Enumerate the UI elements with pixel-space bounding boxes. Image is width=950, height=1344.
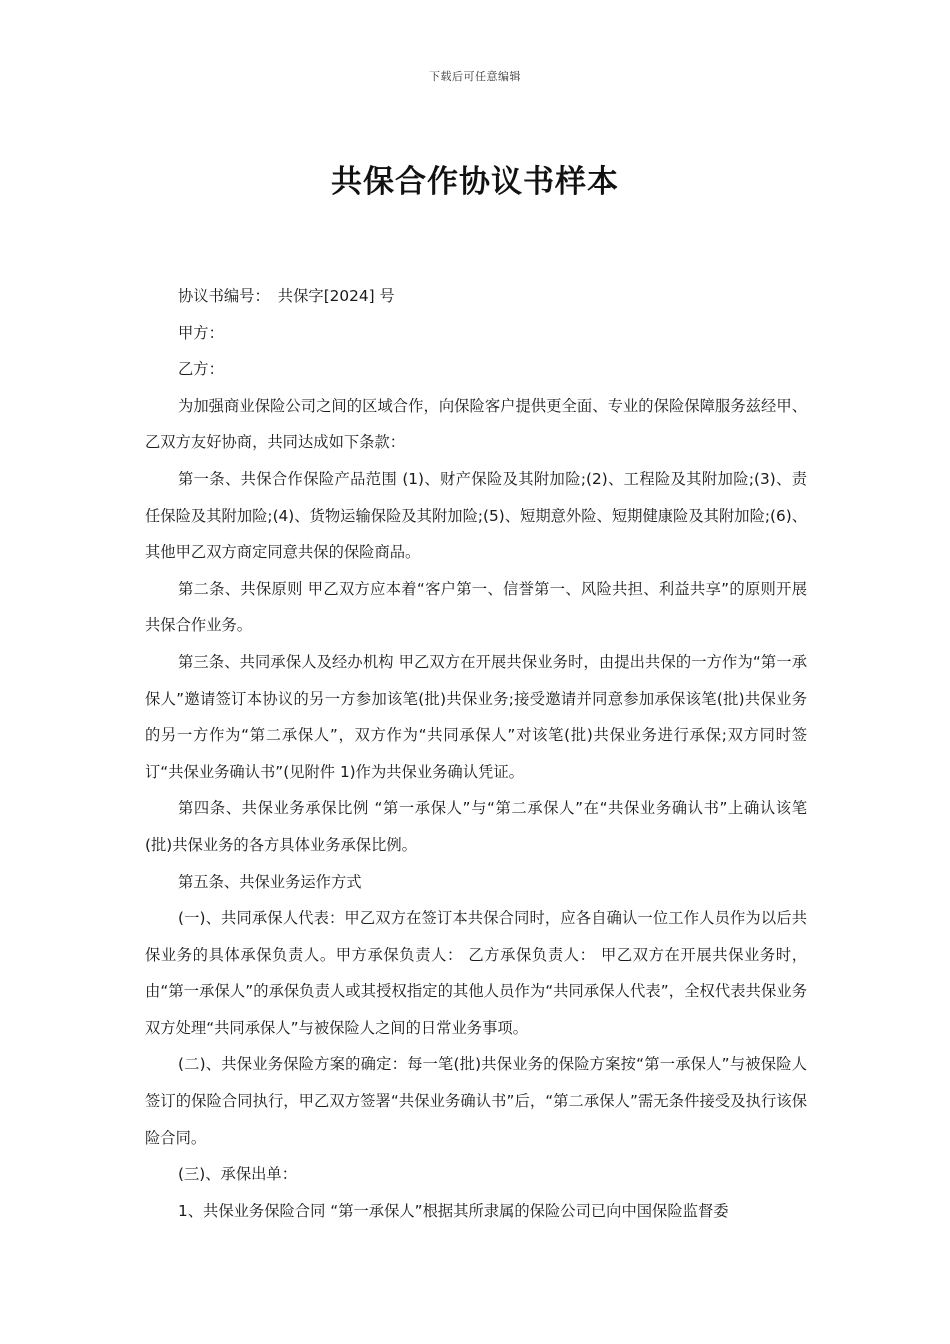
party-a-row [145,315,807,352]
party-b-row [145,351,807,388]
article-3-paragraph: 第三条、共同承保人及经办机构 甲乙双方在开展共保业务时，由提出共保的一方作为“第一承保人”邀请签订本协议的另一方参加该笔(批)共保业务;接受邀请并同意参加承保该笔(批)共保业务的另一方作为“第二承保人”，双方作为“共同承保人”对该笔(批)共保业务进行承保;双方同时签订“共保业务确认书”(见附件 1)作为共保业务确认凭证。 [145,652,807,781]
preamble-paragraph: 为加强商业保险公司之间的区域合作，向保险客户提供更全面、专业的保险保障服务兹经甲、乙双方友好协商，共同达成如下条款： [145,396,807,452]
article-5-item-3-sub-1-paragraph: 1、共保业务保险合同 “第一承保人”根据其所隶属的保险公司已向中国保险监督委 [178,1201,729,1220]
article-5-item-2-paragraph: (二)、共保业务保险方案的确定：每一笔(批)共保业务的保险方案按“第一承保人”与被保险人签订的保险合同执行，甲乙双方签署“共保业务确认书”后，“第二承保人”需无条件接受及执行该保险合同。 [145,1055,807,1147]
party-a-label: 甲方： [178,323,224,342]
article-4-paragraph: 第四条、共保业务承保比例 “第一承保人”与“第二承保人”在“共保业务确认书”上确认该笔(批)共保业务的各方具体业务承保比例。 [145,799,807,854]
agreement-number-row [145,278,807,315]
document-body [145,278,807,1229]
article-5-item-3-heading: (三)、承保出单： [178,1165,298,1184]
agreement-number-label: 协议书编号： [178,287,270,305]
article-1-paragraph: 第一条、共保合作保险产品范围 (1)、财产保险及其附加险;(2)、工程险及其附加险;(3)、责任保险及其附加险;(4)、货物运输保险及其附加险;(5)、短期意外险、短期健康险及其附加险;(6)、其他甲乙双方商定同意共保的保险商品。 [145,469,807,562]
article-5-item-1-paragraph: (一)、共同承保人代表：甲乙双方在签订本共保合同时，应各自确认一位工作人员作为以后共保业务的具体承保负责人。甲方承保负责人： 乙方承保负责人： 甲乙双方在开展共保业务时，由“第一承保人”的承保负责人或其授权指定的其他人员作为“共同承保人代表”，全权代表共保业务双方处理“共同承保人”与被保险人之间的日常业务事项。 [145,909,807,1037]
document-title: 共保合作协议书样本 [331,164,619,200]
article-2-paragraph: 第二条、共保原则 甲乙双方应本着“客户第一、信誉第一、风险共担、利益共享”的原则开展共保合作业务。 [145,579,807,635]
header-note: 下载后可任意编辑 [429,70,521,83]
party-b-label: 乙方： [178,360,224,379]
agreement-number-value: 共保字[2024] 号 [277,287,395,305]
article-5-heading: 第五条、共保业务运作方式 [178,872,362,891]
